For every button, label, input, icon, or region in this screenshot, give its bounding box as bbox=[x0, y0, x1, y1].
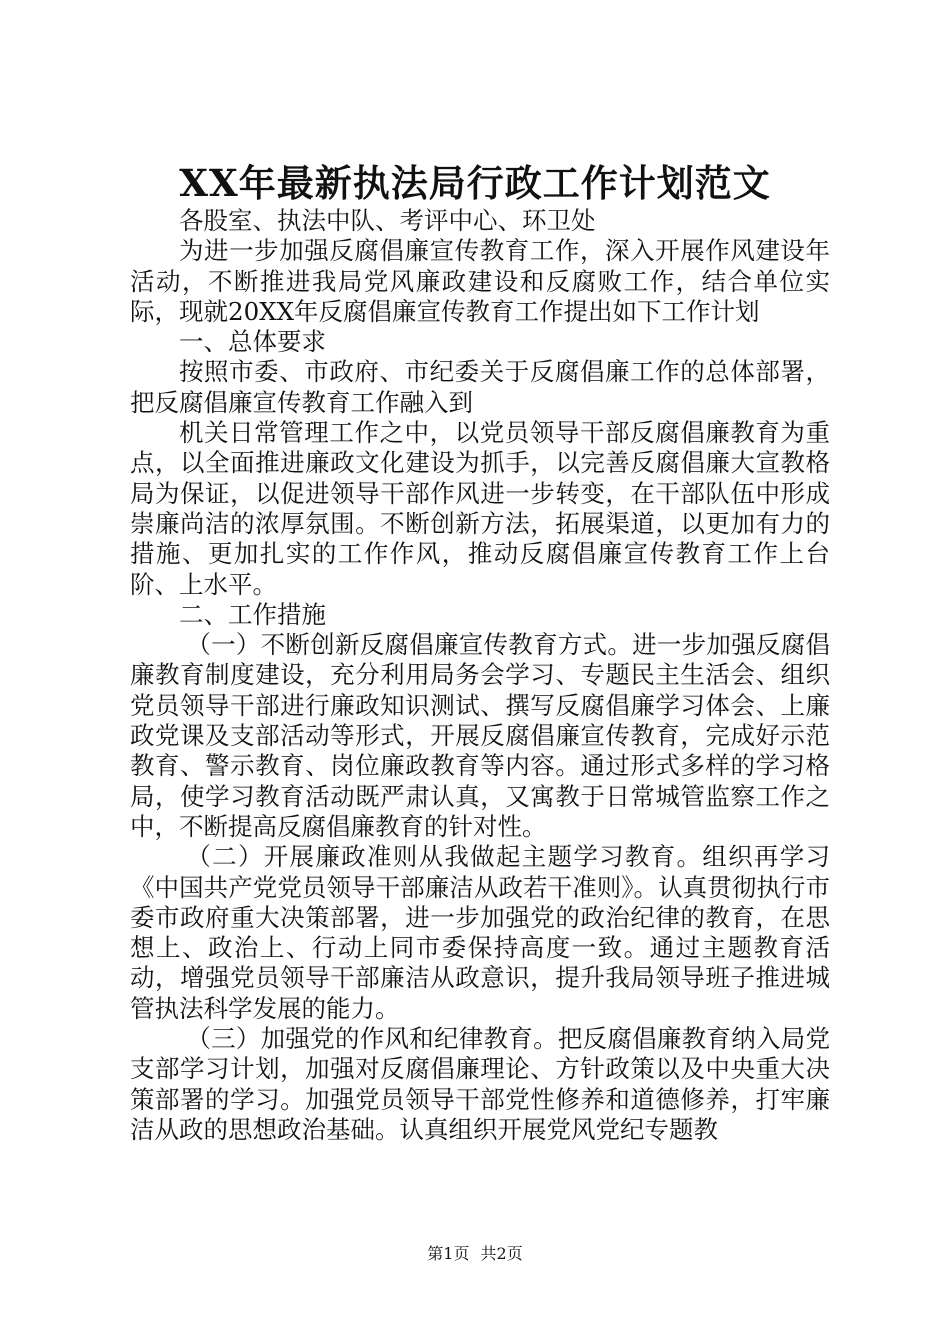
section-heading-general: 一、总体要求 bbox=[179, 327, 326, 357]
paragraph-general-2: 机关日常管理工作之中，以党员领导干部反腐倡廉教育为重点，以全面推进廉政文化建设为抓手，以完善反腐倡廉大宣教格局为保证，以促进领导干部作风进一步转变，在干部队伍中形成崇廉尚洁的浓厚氛围。不断创新方法，拓展渠道，以更加有力的措施、更加扎实的工作作风，推动反腐倡廉宣传教育工作上台阶、上水平。 bbox=[130, 418, 830, 599]
paragraph-measure-3: （三）加强党的作风和纪律教育。把反腐倡廉教育纳入局党支部学习计划，加强对反腐倡廉理论、方针政策以及中央重大决策部署的学习。加强党员领导干部党性修养和道德修养，打牢廉洁从政的思想政治基础。认真组织开展党风党纪专题教 bbox=[130, 1024, 830, 1144]
document-title: XX年最新执法局行政工作计划范文 bbox=[179, 161, 771, 205]
document-body bbox=[130, 206, 830, 1145]
paragraph-measure-1: （一）不断创新反腐倡廉宣传教育方式。进一步加强反腐倡廉教育制度建设，充分利用局务会学习、专题民主生活会、组织党员领导干部进行廉政知识测试、撰写反腐倡廉学习体会、上廉政党课及支部活动等形式，开展反腐倡廉宣传教育，完成好示范教育、警示教育、岗位廉政教育等内容。通过形式多样的学习格局，使学习教育活动既严肃认真，又寓教于日常城管监察工作之中，不断提高反腐倡廉教育的针对性。 bbox=[130, 630, 830, 841]
page-total: 共2页 bbox=[480, 1244, 523, 1263]
paragraph-intro: 为进一步加强反腐倡廉宣传教育工作，深入开展作风建设年活动，不断推进我局党风廉政建设和反腐败工作，结合单位实际，现就20XX年反腐倡廉宣传教育工作提出如下工作计划 bbox=[130, 236, 830, 326]
paragraph-general-1: 按照市委、市政府、市纪委关于反腐倡廉工作的总体部署，把反腐倡廉宣传教育工作融入到 bbox=[130, 357, 830, 417]
page-footer bbox=[0, 1243, 950, 1265]
section-heading-measures: 二、工作措施 bbox=[179, 599, 326, 629]
paragraph-measure-2: （二）开展廉政准则从我做起主题学习教育。组织再学习《中国共产党党员领导干部廉洁从政若干准则》。认真贯彻执行市委市政府重大决策部署，进一步加强党的政治纪律的教育，在思想上、政治上、行动上同市委保持高度一致。通过主题教育活动，增强党员领导干部廉洁从政意识，提升我局领导班子推进城管执法科学发展的能力。 bbox=[130, 842, 830, 1023]
page-number: 第1页 bbox=[427, 1244, 470, 1263]
paragraph-recipients: 各股室、执法中队、考评中心、环卫处 bbox=[179, 206, 596, 235]
